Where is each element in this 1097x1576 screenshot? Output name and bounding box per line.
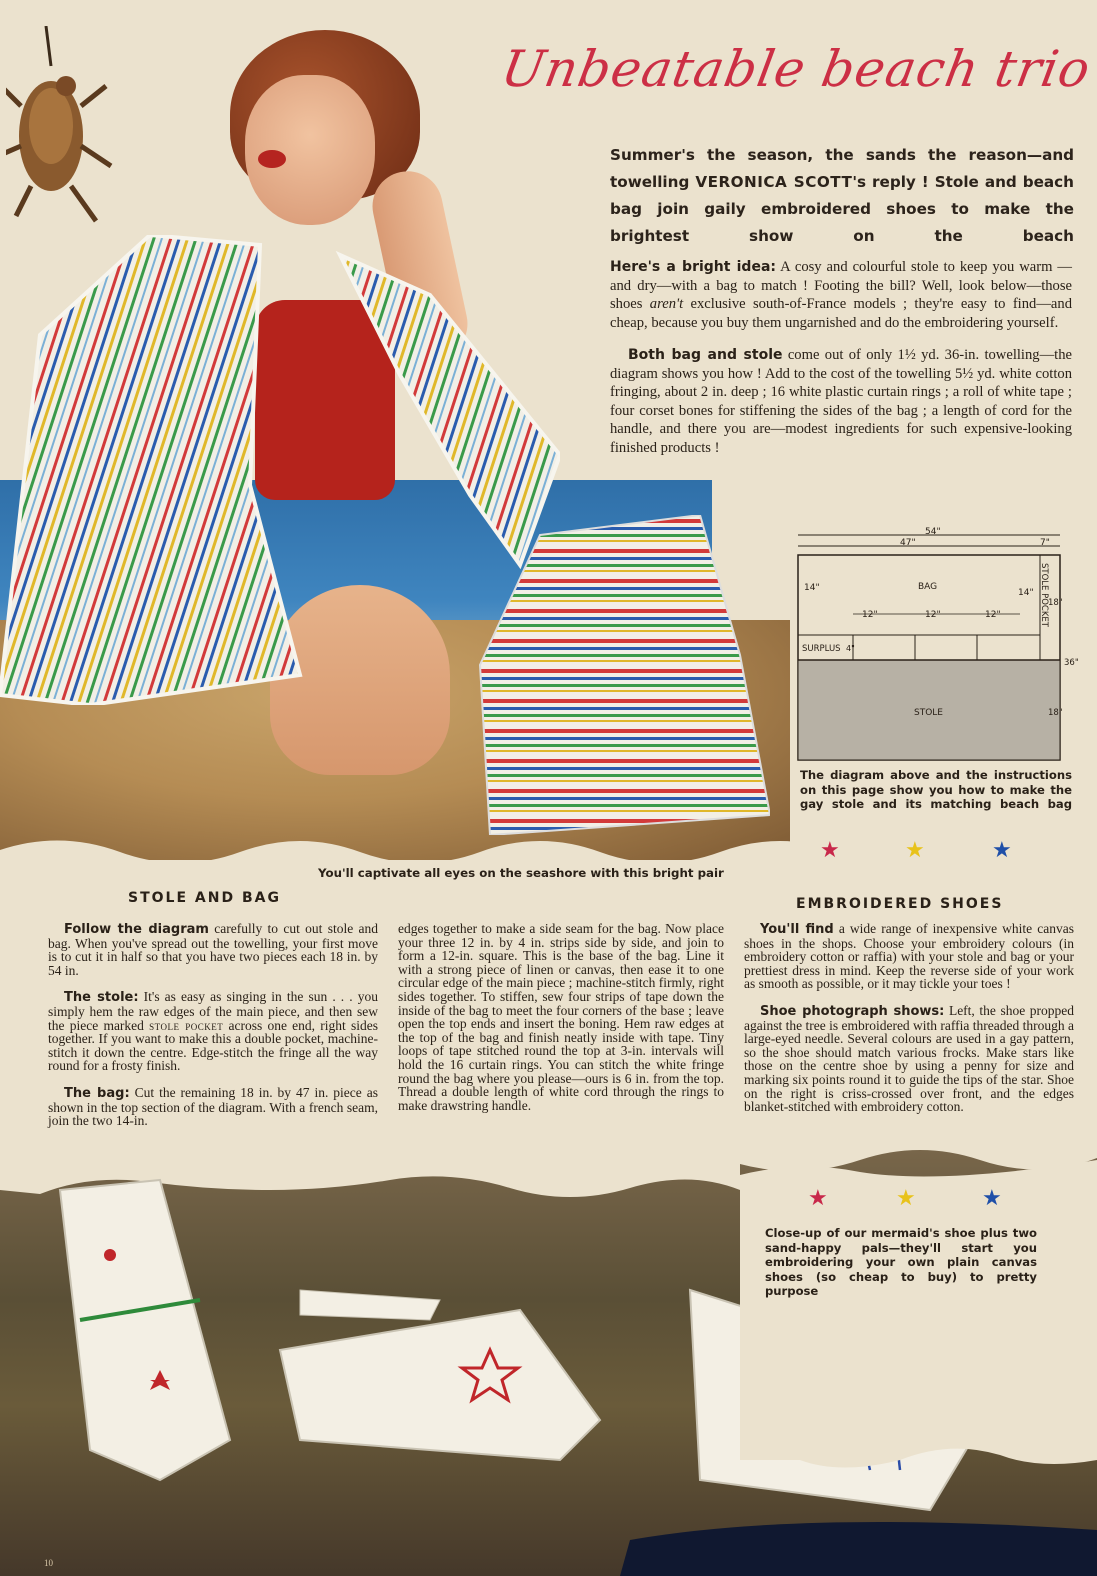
star-divider-top [820, 838, 1020, 864]
paragraph-shoe-photo: Shoe photograph shows: Left, the shoe propped against the tree is embroidered with raffia threaded through a large-eyed needle. Several colours are used in a gay pattern, so the shoe should match various frocks. Make stars like those on the centre shoe by using a penny for size and marking six points round it to guide the tips of the star. Shoe on the right is criss-crossed over front, and the edges blanket-stitched with embroidery cotton. [744, 1002, 1074, 1115]
dim-4: 4" [846, 644, 855, 653]
photo-caption: You'll captivate all eyes on the seashore with this bright pair [318, 866, 724, 880]
red-star-icon: ★ [820, 838, 840, 863]
blue-star-icon: ★ [982, 1186, 1002, 1211]
left-shoe [60, 1180, 230, 1480]
headline: Unbeatable beach trio [497, 40, 1096, 98]
designer-name: VERONICA SCOTT [695, 173, 853, 191]
center-shoe [280, 1290, 600, 1460]
intro-body [610, 258, 1072, 471]
dim-12-c: 12" [985, 610, 1001, 620]
crab-illustration [6, 26, 116, 226]
yellow-star-icon: ★ [896, 1186, 916, 1211]
dim-12-b: 12" [925, 610, 941, 620]
paragraph-materials: Both bag and stole come out of only 1½ yd. 36-in. towelling—the diagram shows you how ! Add to the cost of the towelling 5½ yd. white cotton fringing, about 2 in. deep ; 16 white plastic curtain rings ; a roll of white tape ; four corset bones for stiffening the sides of the bag ; a length of cord for the handle, and there you are—modest ingredients for such expensive-looking finished products ! [610, 347, 1073, 456]
dim-14-left: 14" [804, 583, 820, 593]
paragraph-bright-idea: Here's a bright idea: A cosy and colourful stole to keep you warm —and dry—with a bag to match ! Footing the bill? Well, look below—those shoes aren't exclusive south-of-France models ; they're easy to find—and cheap, because you buy them ungarnished and do the embroidering yourself. [610, 259, 1072, 331]
red-star-icon: ★ [808, 1186, 828, 1211]
label-stole-pocket: STOLE POCKET [1039, 563, 1049, 627]
dim-47: 47" [900, 538, 916, 548]
heading-embroidered-shoes: EMBROIDERED SHOES [796, 896, 1004, 912]
label-stole: STOLE [914, 708, 943, 718]
paragraph-follow-diagram: Follow the diagram carefully to cut out stole and bag. When you've spread out the towelling, your first move is to cut it in half so that you have two pieces each 18 in. by 54 in. [48, 921, 378, 978]
shoes-caption: Close-up of our mermaid's shoe plus two sand-happy pals—they'll start you embroidering your own plain canvas shoes (so cheap to buy) to pretty purpose [765, 1226, 1037, 1299]
cutting-diagram [790, 525, 1080, 770]
model-face [245, 75, 375, 225]
heading-stole-and-bag: STOLE AND BAG [128, 890, 281, 906]
intro-text: Summer's the season, the sands the reason—and towelling VERONICA SCOTT's reply ! Stole and beach bag join gaily embroidered shoes to make the brightest show on the beach [610, 146, 1074, 245]
paragraph-stole: The stole: It's as easy as singing in the sun . . . you simply hem the raw edges of the main piece, and then sew the piece marked stole pocket across one end, right sides together. If you want to make this a double pocket, machine-stitch it down the centre. Edge-stitch the fringe all the way round for a frosty finish. [48, 989, 378, 1074]
label-bag: BAG [918, 582, 938, 592]
dim-7: 7" [1040, 538, 1050, 548]
page-number: 10 [44, 1558, 53, 1568]
dim-18-stole: 18" [1048, 708, 1063, 718]
column-embroidered-shoes [744, 922, 1074, 1127]
star-divider-bottom [808, 1186, 1008, 1212]
blue-star-icon: ★ [992, 838, 1012, 863]
yellow-star-icon: ★ [905, 838, 925, 863]
dim-36: 36" [1064, 658, 1079, 668]
column-bag-continued [398, 922, 724, 1125]
paragraph-bag: The bag: Cut the remaining 18 in. by 47 in. piece as shown in the top section of the diagram. With a french seam, join the two 14-in. [48, 1084, 378, 1129]
dim-12-a: 12" [862, 610, 878, 620]
paragraph-bag-continued: edges together to make a side seam for the bag. Now place your three 12 in. by 4 in. strips side by side, and join to form a 12-in. square. This is the base of the bag. Line it with a strong piece of linen or canvas, then ease it to one circular edge of the main piece ; machine-stitch firmly, right sides together. To stiffen, sew four strips of tape down the inside of the bag to meet the four corners of the base ; leave open the top ends and insert the boning. Hem raw edges at the top of the bag and finish neatly inside with tape. Tiny loops of tape stitched round the top at 3-in. intervals will hold the 16 curtain rings. You can stitch the white fringe round the bag where you please—ours is 6 in. from the top. Thread a double length of white cord through the rings to make drawstring handle. [398, 921, 724, 1113]
column-stole-and-bag [48, 922, 378, 1141]
label-surplus: SURPLUS [802, 644, 841, 654]
dim-18-pocket: 18" [1048, 598, 1063, 608]
striped-beach-bag [470, 515, 770, 835]
diagram-caption: The diagram above and the instructions on this page show you how to make the gay stole and its matching beach bag [800, 768, 1072, 811]
dim-54: 54" [925, 527, 941, 537]
paragraph-youll-find: You'll find a wide range of inexpensive white canvas shoes in the shops. Choose your embroidery colours (in embroidery cotton or raffia) with your stole and bag or your prettiest dress in mind. Keep the reverse side of your work as smooth as possible, or it may tickle your toes ! [744, 921, 1074, 992]
dim-14-right: 14" [1018, 588, 1034, 598]
